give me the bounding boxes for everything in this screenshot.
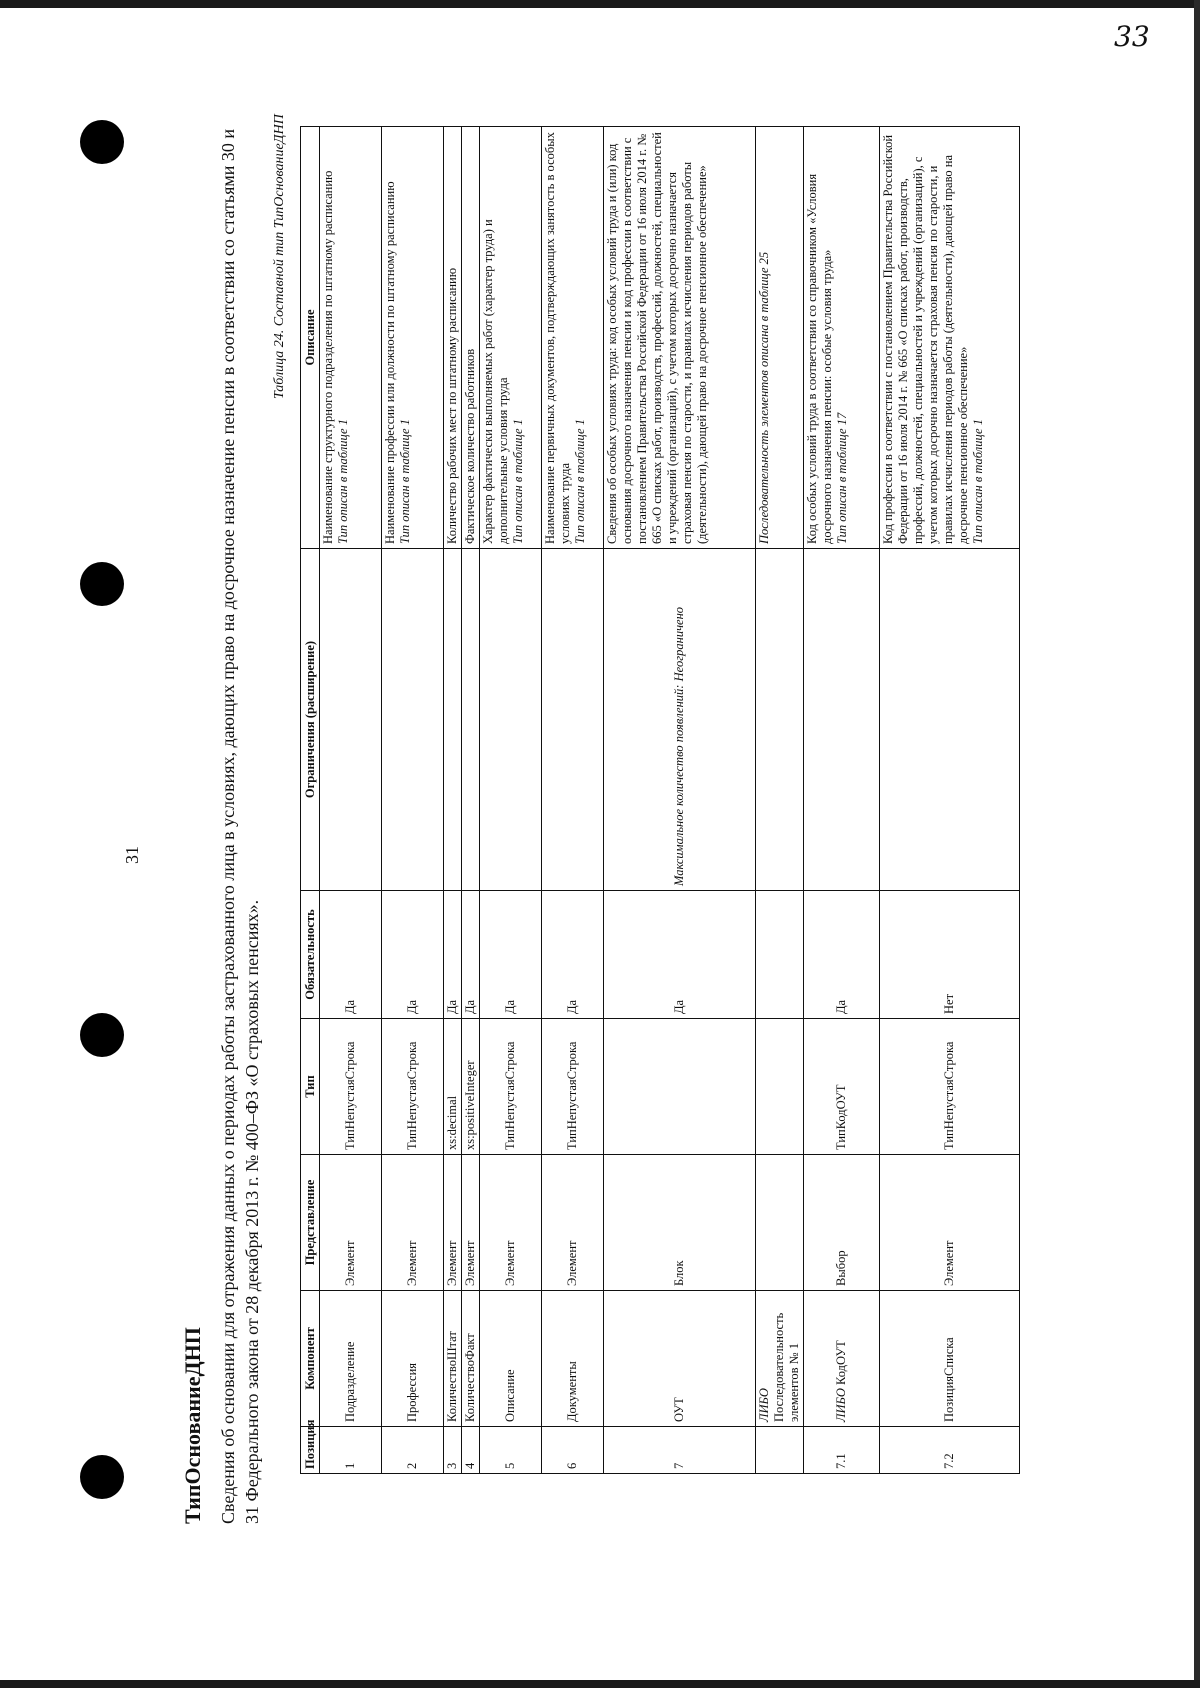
component-name: КодОУТ xyxy=(834,1340,848,1385)
header-type: Тип xyxy=(301,1019,320,1155)
cell-required: Да xyxy=(444,891,462,1019)
cell-restrictions xyxy=(880,549,1020,891)
cell-type xyxy=(756,1019,804,1155)
cell-required xyxy=(756,891,804,1019)
header-component: Компонент xyxy=(301,1291,320,1427)
cell-representation: Элемент xyxy=(542,1155,604,1291)
cell-position: 4 xyxy=(462,1427,480,1474)
component-name: Последовательность элементов № 1 xyxy=(772,1312,801,1422)
cell-component: ПозицияСписка xyxy=(880,1291,1020,1427)
cell-type: xs:decimal xyxy=(444,1019,462,1155)
component-prefix: ЛИБО xyxy=(757,1388,771,1422)
cell-representation: Выбор xyxy=(804,1155,880,1291)
cell-component xyxy=(756,1291,804,1427)
table-row xyxy=(444,127,462,1474)
cell-restrictions xyxy=(756,549,804,891)
description-text: Наименование первичных документов, подтверждающих занятость в особых условиях труда xyxy=(543,132,572,544)
cell-required: Да xyxy=(604,891,756,1019)
description-note: Тип описан в таблице 1 xyxy=(971,419,985,544)
cell-type: ТипНепустаяСтрока xyxy=(480,1019,542,1155)
header-required: Обязательность xyxy=(301,891,320,1019)
cell-type: ТипНепустаяСтрока xyxy=(382,1019,444,1155)
table-row xyxy=(880,127,1020,1474)
document-intro: Сведения об основании для отражения данных о периодах работы застрахованного лица в условиях, дающих право на досрочное назначение пенсии в соответствии со статьями 30 и 31 Федерального закона от 28 декабря 2013 г. № 400–ФЗ «О страховых пенсиях». xyxy=(218,129,262,1524)
cell-representation: Блок xyxy=(604,1155,756,1291)
cell-position: 6 xyxy=(542,1427,604,1474)
cell-description xyxy=(320,127,382,549)
table-header-row xyxy=(301,127,320,1474)
description-text: Наименование структурного подразделения по штатному расписанию xyxy=(321,170,335,544)
cell-required: Нет xyxy=(880,891,1020,1019)
description-text: Фактическое количество работников xyxy=(463,348,477,544)
cell-representation xyxy=(756,1155,804,1291)
page-number: 31 xyxy=(122,846,142,864)
cell-position: 7.2 xyxy=(880,1427,1020,1474)
archive-page-number: 33 xyxy=(1114,20,1150,53)
cell-description xyxy=(880,127,1020,549)
cell-restrictions xyxy=(444,549,462,891)
rotated-page xyxy=(40,64,1160,1624)
table-row xyxy=(320,127,382,1474)
cell-type: ТипНепустаяСтрока xyxy=(542,1019,604,1155)
cell-component: Профессия xyxy=(382,1291,444,1427)
description-text: Наименование профессии или должности по штатному расписанию xyxy=(383,181,397,544)
cell-required: Да xyxy=(320,891,382,1019)
cell-restrictions xyxy=(382,549,444,891)
table-row xyxy=(480,127,542,1474)
description-note: Тип описан в таблице 1 xyxy=(511,419,525,544)
table-row xyxy=(604,127,756,1474)
table-row xyxy=(756,127,804,1474)
cell-restrictions xyxy=(320,549,382,891)
cell-representation: Элемент xyxy=(444,1155,462,1291)
cell-type: ТипНепустаяСтрока xyxy=(880,1019,1020,1155)
cell-description xyxy=(756,127,804,549)
cell-required: Да xyxy=(542,891,604,1019)
table-row xyxy=(804,127,880,1474)
cell-restrictions xyxy=(462,549,480,891)
header-representation: Представление xyxy=(301,1155,320,1291)
cell-representation: Элемент xyxy=(382,1155,444,1291)
cell-description xyxy=(804,127,880,549)
cell-component: Описание xyxy=(480,1291,542,1427)
description-text: Количество рабочих мест по штатному расписанию xyxy=(445,267,459,544)
component-prefix: ЛИБО xyxy=(834,1388,848,1422)
cell-position xyxy=(756,1427,804,1474)
cell-description xyxy=(444,127,462,549)
header-description: Описание xyxy=(301,127,320,549)
cell-representation: Элемент xyxy=(880,1155,1020,1291)
cell-type xyxy=(604,1019,756,1155)
cell-type: ТипНепустаяСтрока xyxy=(320,1019,382,1155)
description-text: Код профессии в соответствии с постановлением Правительства Российской Федерации от 16 июля 2014 г. № 665 «О списках работ, производств, профессий, должностей, специальностей и учреждений (организаций), с учетом которых досрочно назначается страховая пенсия по старости, и правилах исчисления периодов работы (деятельности), дающей право на досрочное пенсионное обеспечение» xyxy=(881,134,970,544)
spec-table xyxy=(300,126,1020,1474)
scan-edge-bottom xyxy=(0,1680,1200,1688)
cell-position: 1 xyxy=(320,1427,382,1474)
cell-position: 5 xyxy=(480,1427,542,1474)
cell-position: 3 xyxy=(444,1427,462,1474)
cell-required: Да xyxy=(480,891,542,1019)
scan-edge-top xyxy=(0,0,1200,8)
cell-description xyxy=(480,127,542,549)
cell-required: Да xyxy=(804,891,880,1019)
header-restrictions: Ограничения (расширение) xyxy=(301,549,320,891)
document-title: ТипОснованиеДНП xyxy=(180,1327,205,1524)
cell-representation: Элемент xyxy=(480,1155,542,1291)
cell-restrictions xyxy=(804,549,880,891)
description-note: Тип описан в таблице 1 xyxy=(398,419,412,544)
cell-description xyxy=(542,127,604,549)
description-text: Код особых условий труда в соответствии со справочником «Условия досрочного назначения пенсии: особые условия труда» xyxy=(805,173,834,544)
cell-description xyxy=(462,127,480,549)
cell-description xyxy=(604,127,756,549)
cell-restrictions: Максимальное количество появлений: Неограничено xyxy=(604,549,756,891)
cell-description xyxy=(382,127,444,549)
cell-component: Документы xyxy=(542,1291,604,1427)
cell-component: КоличествоФакт xyxy=(462,1291,480,1427)
description-text: Сведения об особых условиях труда: код особых условий труда и (или) код основания досрочного назначения пенсии и код профессии в соответствии с постановлением Правительства Российской Федерации от 16 июля 2014 г. № 665 «О списках работ, производств, профессий, должностей, специальностей и учреждений (организаций), с учетом которых досрочно назначается страховая пенсия по старости, и правилах исчисления периодов работы (деятельности), дающей право на досрочное пенсионное обеспечение» xyxy=(605,132,709,544)
cell-type: xs:positiveInteger xyxy=(462,1019,480,1155)
description-note: Последовательность элементов описана в таблице 25 xyxy=(757,251,771,544)
table-caption: Таблица 24. Составной тип ТипОснованиеДНП xyxy=(272,114,287,399)
description-text: Характер фактически выполняемых работ (характер труда) и дополнительные условия труда xyxy=(481,219,510,544)
description-note: Тип описан в таблице 1 xyxy=(336,419,350,544)
scan-edge-right xyxy=(1194,0,1200,1688)
cell-position: 7 xyxy=(604,1427,756,1474)
table-row xyxy=(542,127,604,1474)
cell-position: 2 xyxy=(382,1427,444,1474)
cell-restrictions xyxy=(480,549,542,891)
cell-component: Подразделение xyxy=(320,1291,382,1427)
cell-component: КоличествоШтат xyxy=(444,1291,462,1427)
cell-position: 7.1 xyxy=(804,1427,880,1474)
cell-representation: Элемент xyxy=(320,1155,382,1291)
table-row xyxy=(462,127,480,1474)
cell-representation: Элемент xyxy=(462,1155,480,1291)
table-row xyxy=(382,127,444,1474)
cell-component: ОУТ xyxy=(604,1291,756,1427)
cell-required: Да xyxy=(382,891,444,1019)
cell-required: Да xyxy=(462,891,480,1019)
header-position: Позиция xyxy=(301,1427,320,1474)
description-note: Тип описан в таблице 17 xyxy=(835,412,849,544)
cell-restrictions xyxy=(542,549,604,891)
description-note: Тип описан в таблице 1 xyxy=(573,419,587,544)
cell-type: ТипКодОУТ xyxy=(804,1019,880,1155)
cell-component xyxy=(804,1291,880,1427)
